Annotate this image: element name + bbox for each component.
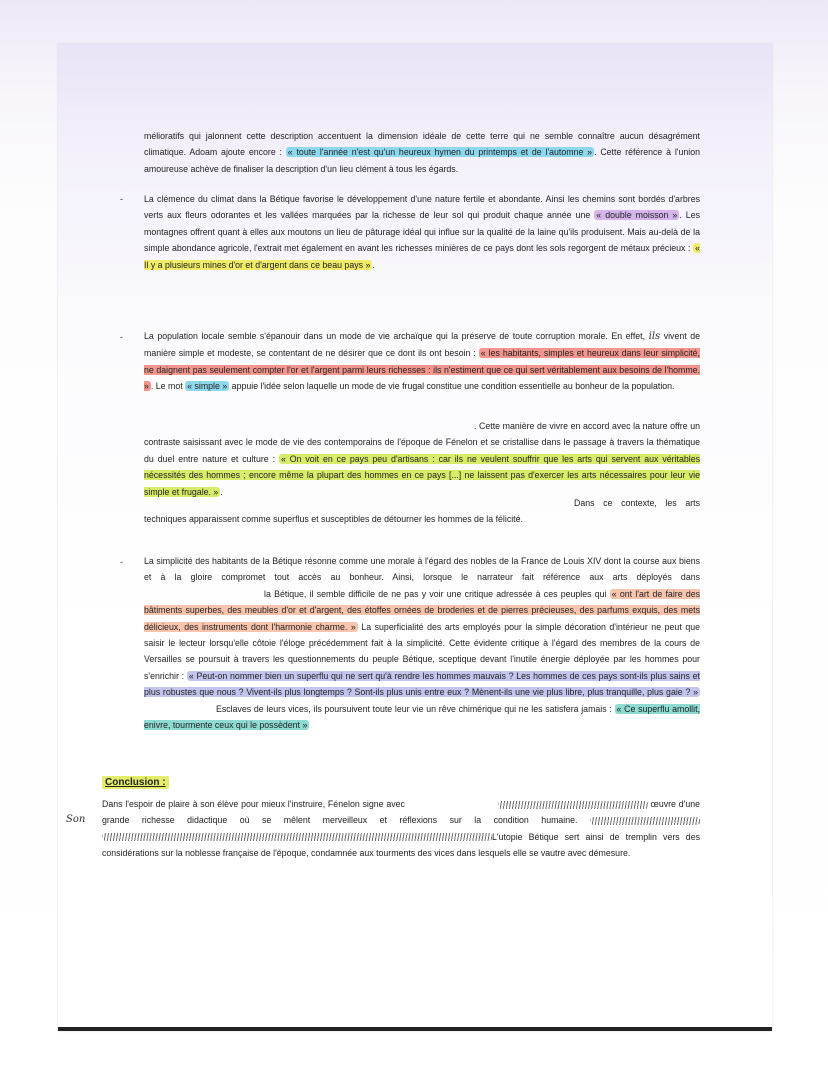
crossed-out-text: [498, 801, 648, 809]
quote-arts-luxe: « ont l'art de faire des bâtiments superbes, des meubles d'or et d'argent, des étoffes ornées de broderies et de pierres précieuses, des parfums exquis, des mets délicieux, des instruments dont l'harmonie charme. »: [144, 588, 701, 632]
crossed-out-text-3: [102, 833, 492, 841]
paragraph-3-text-d: appuie l'idée selon laquelle un mode de vie frugal constitue une condition essentielle au bonheur de la population.: [229, 381, 675, 392]
quote-hymen: « toute l'année n'est qu'un heureux hymen du printemps et de l'automne »: [287, 147, 593, 158]
quote-double-moisson: « double moisson »: [596, 210, 678, 221]
paragraph-5-text-c: La superficialité des arts employés pour la simple décoration d'intérieur ne peut que saisir le lecteur lorsqu'elle côtoie l'éloge précédemment fait à la simplicité. Cette évidente critique à l'égard des membres de la cours de Versailles se poursuit à travers les questionnements du peuple Bétique, sceptique devant l'inutile énergie déployée par les hommes pour s'enrichir :: [144, 621, 700, 681]
quote-artisans: « On voit en ce pays peu d'artisans : car ils ne veulent souffrir que les arts qui servent aux véritables nécessités des hommes ; encore même la plupart des hommes en ce pays [...] ne laissent pas d'exercer les arts nécessaires pour leur vie simple et frugale. »: [144, 453, 700, 497]
paragraph-2-text-a: La clémence du climat dans la Bétique favorise le développement d'une nature fertile et abondante. Ainsi les chemins sont bordés d'arbres verts aux fleurs odorantes et les vallées marquées par la richesse de leur sol qui produit chaque année une: [144, 194, 700, 221]
paragraph-1: [144, 128, 700, 177]
paragraph-4: [144, 418, 700, 500]
paragraph-2-text-b: . Les montagnes offrent quant à elles aux moutons un lieu de pâturage idéal qui influe sur la qualité de la laine qu'ils produisent. Mais au-delà de la simple abondance agricole, l'extrait met également en avant les richesses minières de ce pays dont les sols regorgent de métaux précieux :: [144, 210, 700, 254]
quote-simple: « simple »: [187, 381, 228, 392]
paragraph-3-text-a: La population locale semble s'épanouir dans un mode de vie archaïque qui la préserve de toute corruption morale. En effet,: [144, 331, 649, 341]
margin-note-son: Son: [66, 814, 86, 825]
paragraph-1-text-a: mélioratifs qui jalonnent cette description accentuent la dimension idéale de cette terre qui ne semble connaître aucun désagrément climatique. Adoam ajoute encore :: [144, 131, 700, 158]
paragraph-4-text-b: .: [220, 486, 223, 497]
quote-questions: « Peut-on nommer bien un superflu qui ne sert qu'à rendre les hommes mauvais ? Les hommes de ces pays sont-ils plus sains et plus robustes que nous ? Vivent-ils plus longtemps ? Sont-ils plus unis entre eux ? Mènent-ils une vie plus libre, plus tranquille, plus gaie ? »: [144, 670, 700, 698]
conclusion-heading: Conclusion :: [102, 776, 169, 789]
paragraph-4-text-c: Dans ce contexte, les arts techniques apparaissent comme superflus et susceptibles de détourner les hommes de la félicité.: [144, 498, 700, 525]
paragraph-2: [144, 191, 700, 273]
quote-habitants: « les habitants, simples et heureux dans leur simplicité, ne daignent pas seulement compter l'or et l'argent parmi leurs richesses : ils n'estiment que ce qui sert véritablement aux besoins de l'homme. »: [144, 348, 700, 392]
paragraph-4-end: [144, 495, 700, 528]
crossed-out-text-2: [590, 817, 700, 825]
paragraph-2-text-c: .: [372, 259, 375, 270]
paragraph-5: [144, 553, 700, 733]
paragraph-5-text-d: Esclaves de leurs vices, ils poursuivent toute leur vie un rêve chimérique qui ne les satisfera jamais :: [216, 703, 615, 714]
paragraph-5-text-b: la Bétique, il semble difficile de ne pas y voir une critique adressée à ces peuples qui: [264, 588, 610, 599]
handwritten-ils: ils: [648, 331, 661, 342]
paragraph-3-text-c: . Le mot: [150, 381, 186, 392]
quote-superflu: « Ce superflu amollit, enivre, tourmente ceux qui le possèdent »: [144, 703, 700, 731]
bullet-5: -: [120, 557, 123, 567]
bullet-3: -: [120, 332, 123, 342]
paragraph-1-text-b: . Cette référence à l'union amoureuse achève de finaliser la description d'un lieu clément à tous les égards.: [144, 147, 700, 174]
bullet-2: -: [120, 194, 123, 204]
paragraph-4-text-a: . Cette manière de vivre en accord avec la nature offre un contraste saisissant avec le mode de vie des contemporains de l'époque de Fénelon et se cristallise dans le passage à travers la thématique du duel entre nature et culture :: [144, 421, 700, 464]
conclusion-text-c: L'utopie Bétique sert ainsi de tremplin vers des considérations sur la noblesse française de l'époque, condamnée aux tourments des vices dans lesquels elle se vautre avec démesure.: [102, 831, 700, 859]
paragraph-5-text-a: La simplicité des habitants de la Bétique résonne comme une morale à l'égard des nobles de la France de Louis XIV dont la course aux biens et à la gloire compromet tout accès au bonheur. Ainsi, lorsque le narrateur fait référence aux arts déployés dans: [144, 556, 700, 583]
paragraph-3: [144, 328, 700, 395]
paragraph-3-text-b: vivent de manière simple et modeste, se contentant de ne désirer que ce dont ils ont besoin :: [144, 331, 700, 359]
conclusion-text-a: Dans l'espoir de plaire à son élève pour mieux l'instruire, Fénelon signe avec: [102, 799, 408, 809]
document-page: [58, 44, 772, 1031]
conclusion-paragraph: [102, 796, 700, 862]
quote-mines: « Il y a plusieurs mines d'or et d'argent dans ce beau pays »: [144, 243, 700, 270]
conclusion-text-b: œuvre d'une grande richesse didactique où se mêlent merveilleux et réflexions sur la condition humaine.: [102, 799, 700, 826]
